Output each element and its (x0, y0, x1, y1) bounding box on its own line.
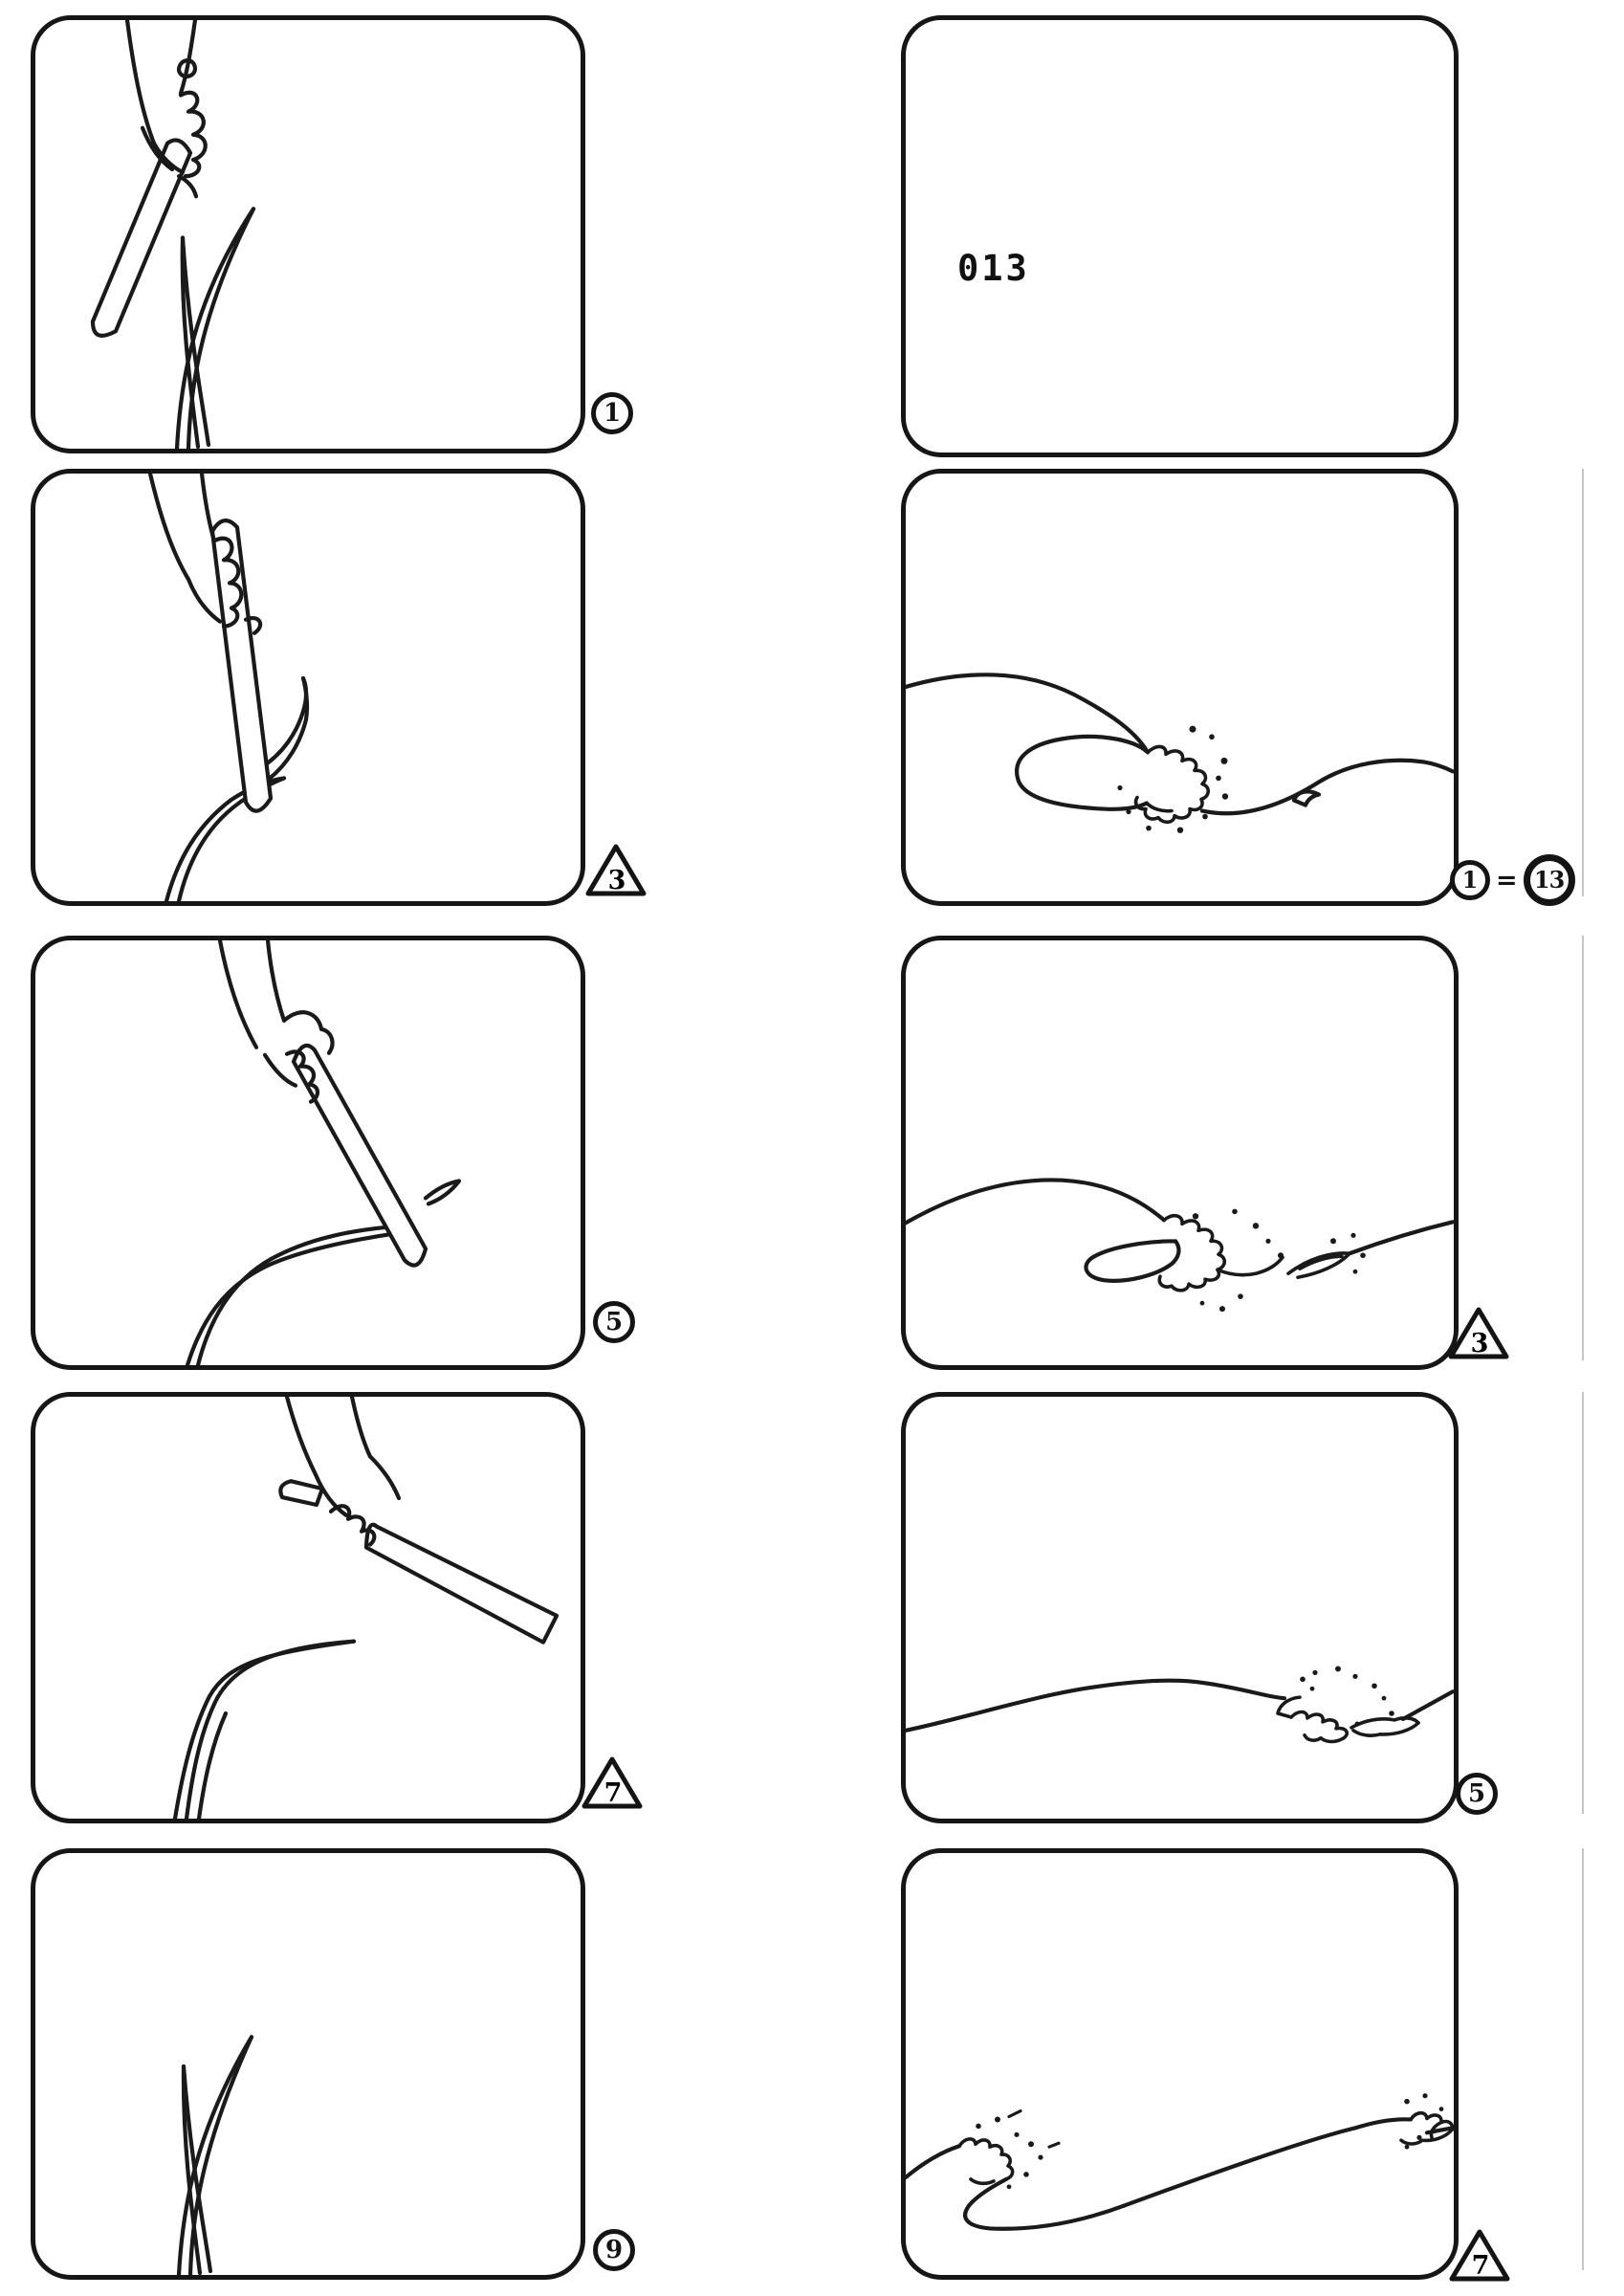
drawing-wave-settling (906, 1397, 1454, 1819)
frame-marker-triangle-3b (1448, 1305, 1509, 1360)
frame-marker-triangle-7 (582, 1755, 643, 1810)
stick (212, 520, 271, 811)
frame-marker-circle-1 (591, 392, 633, 434)
drawing-stick-lifted-grass-rebound (35, 1397, 581, 1819)
panel-left-1 (31, 15, 585, 453)
scan-edge-artifact (1582, 936, 1584, 1360)
panel-right-2 (901, 469, 1459, 906)
wave-surface (906, 1180, 1453, 1280)
grass-blades (175, 1642, 354, 1819)
frame-number: 3 (1470, 1329, 1489, 1358)
circle-1 (1450, 860, 1490, 900)
panel-left-5 (31, 1848, 585, 2280)
frame-number: 1 (603, 399, 622, 428)
drawing-stick-bending-grass (35, 940, 581, 1365)
drawing-wave-curl (906, 474, 1454, 901)
frame-number: 3 (607, 866, 626, 895)
frame-marker-triangle-7b (1449, 2227, 1510, 2283)
panel-right-1 (901, 15, 1459, 457)
drawing-wave-collapse (906, 940, 1454, 1365)
frame-equivalence-marker (1450, 854, 1575, 906)
frame-number: 9 (604, 2236, 624, 2264)
frame-marker-circle-5 (593, 1301, 635, 1343)
wave-surface (906, 2119, 1453, 2228)
slate-number: 013 (957, 248, 1030, 289)
foam (1136, 746, 1209, 822)
hand (220, 940, 332, 1102)
drawing-grass-upright (35, 1853, 581, 2275)
frame-number: 1 (1461, 866, 1479, 894)
frame-number: 13 (1533, 866, 1565, 894)
grass-blades (187, 1181, 459, 1365)
wave-surface (906, 674, 1453, 813)
drawing-hand-stick-grass-1 (35, 20, 581, 449)
frame-number: 7 (604, 1778, 623, 1808)
foam (1278, 1697, 1418, 1741)
panel-left-2 (31, 469, 585, 906)
drawing-stick-pressing-grass (35, 474, 581, 901)
frame-number: 5 (1467, 1779, 1486, 1808)
wave-surface (906, 1681, 1453, 1731)
scan-edge-artifact (1582, 469, 1584, 896)
scan-edge-artifact (1582, 1848, 1584, 2270)
panel-right-3 (901, 936, 1459, 1370)
frame-marker-triangle-3 (585, 842, 647, 897)
panel-left-4 (31, 1392, 585, 1823)
equals-sign: = (1496, 865, 1518, 895)
hand (287, 1397, 399, 1545)
spray-dashes (1009, 2111, 1059, 2148)
circle-13 (1524, 854, 1575, 906)
frame-marker-circle-9 (593, 2229, 635, 2271)
grass-blades (179, 2037, 252, 2275)
scan-edge-artifact (1582, 1392, 1584, 1814)
spray-droplets (1300, 1666, 1394, 1726)
frame-marker-circle-5b (1456, 1773, 1498, 1815)
drawing-two-splashes (906, 1853, 1454, 2275)
frame-number: 5 (604, 1308, 624, 1336)
grass-blades (177, 209, 253, 449)
panel-right-4 (901, 1392, 1459, 1823)
frame-number: 7 (1471, 2251, 1490, 2281)
stick (280, 1481, 557, 1642)
panel-left-3 (31, 936, 585, 1370)
panel-right-5 (901, 1848, 1459, 2280)
